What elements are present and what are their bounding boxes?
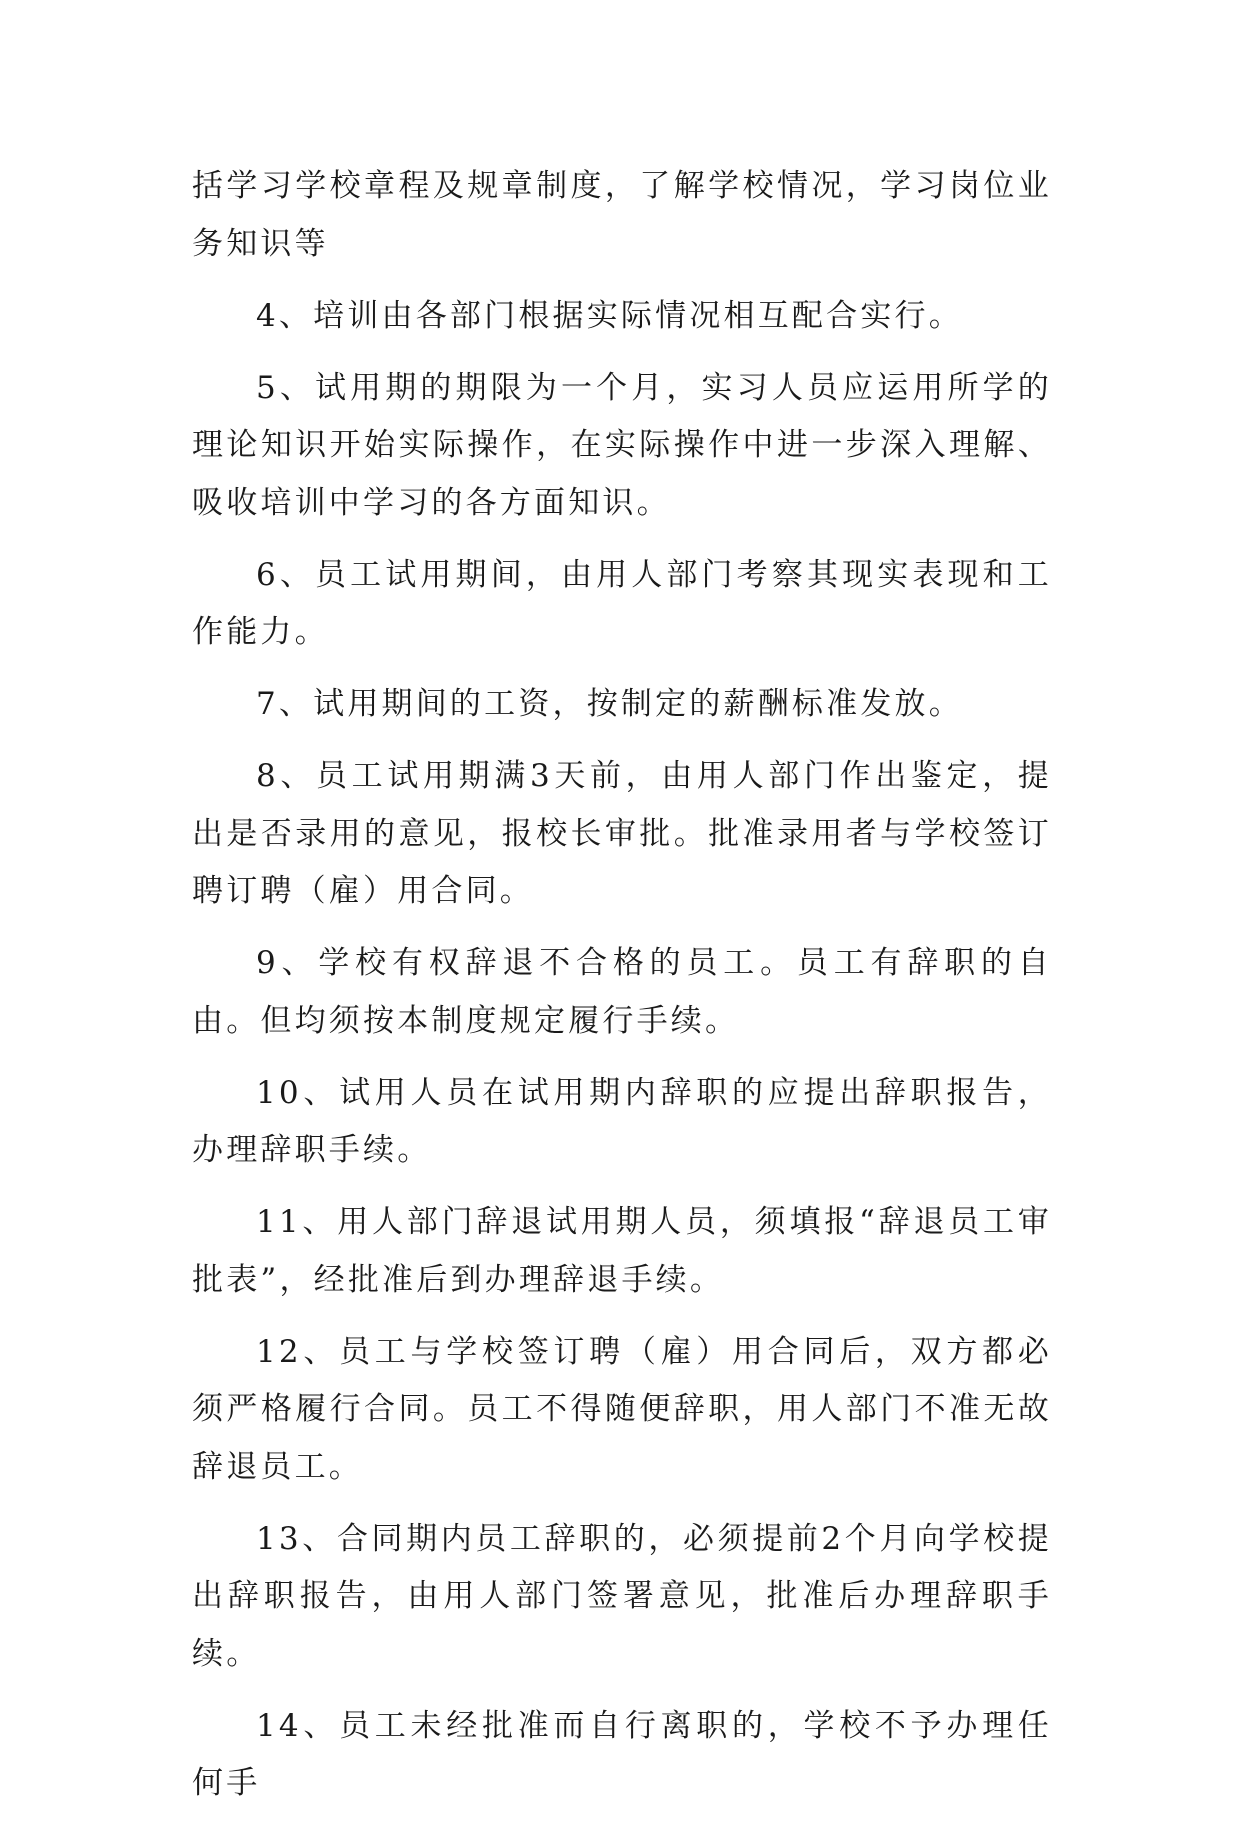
paragraph-item-7: 7、试用期间的工资，按制定的薪酬标准发放。	[256, 686, 963, 722]
paragraph-item-10: 10、试用人员在试用期内辞职的应提出辞职报告，办理辞职手续。	[192, 1074, 1052, 1168]
paragraph-item-14: 14、员工未经批准而自行离职的，学校不予办理任何手	[192, 1707, 1052, 1801]
paragraph-item-8: 8、员工试用期满3天前，由用人部门作出鉴定，提出是否录用的意见，报校长审批。批准录用者与学校签订聘订聘（雇）用合同。	[192, 758, 1052, 909]
paragraph-item-13: 13、合同期内员工辞职的，必须提前2个月向学校提出辞职报告，由用人部门签署意见，批准后办理辞职手续。	[192, 1520, 1052, 1672]
paragraph-item-5: 5、试用期的期限为一个月，实习人员应运用所学的理论知识开始实际操作，在实际操作中进一步深入理解、吸收培训中学习的各方面知识。	[192, 369, 1052, 521]
paragraph-item-11: 11、用人部门辞退试用期人员，须填报“辞退员工审批表”，经批准后到办理辞退手续。	[192, 1204, 1052, 1298]
paragraph-item-4: 4、培训由各部门根据实际情况相互配合实行。	[256, 297, 963, 334]
document-body	[192, 158, 1052, 1827]
paragraph-item-9: 9、学校有权辞退不合格的员工。员工有辞职的自由。但均须按本制度规定履行手续。	[192, 945, 1052, 1039]
paragraph-continuation: 括学习学校章程及规章制度，了解学校情况，学习岗位业务知识等	[192, 168, 1052, 262]
paragraph-item-6: 6、员工试用期间，由用人部门考察其现实表现和工作能力。	[192, 556, 1052, 650]
paragraph-item-12: 12、员工与学校签订聘（雇）用合同后，双方都必须严格履行合同。员工不得随便辞职，用人部门不准无故辞退员工。	[192, 1333, 1052, 1485]
